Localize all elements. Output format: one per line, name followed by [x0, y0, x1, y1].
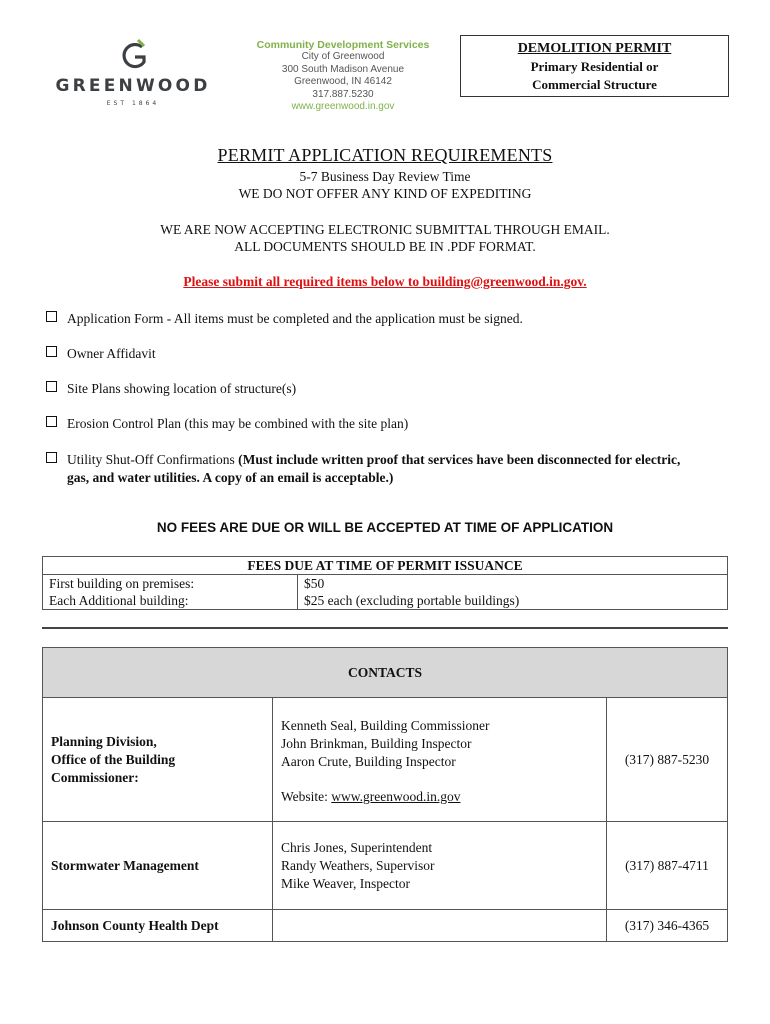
fees-table-header: FEES DUE AT TIME OF PERMIT ISSUANCE — [43, 557, 728, 575]
pdf-format-note: ALL DOCUMENTS SHOULD BE IN .PDF FORMAT. — [234, 239, 536, 254]
checkbox[interactable] — [46, 346, 57, 357]
checklist-item — [46, 451, 751, 487]
checklist-item-text: Application Form - All items must be completed and the application must be signed. — [67, 311, 523, 326]
section-divider — [42, 627, 728, 629]
checklist-item-text: Site Plans showing location of structure(s) — [67, 381, 297, 396]
table-row — [43, 910, 728, 942]
logo-established: EST 1864 — [106, 100, 160, 107]
table-row — [43, 822, 728, 910]
fee-value: $25 each (excluding portable buildings) — [298, 592, 728, 610]
contact-website — [281, 788, 598, 806]
fee-label: First building on premises: — [43, 575, 298, 593]
office-address — [248, 39, 438, 113]
office-website-link[interactable]: www.greenwood.in.gov — [291, 101, 395, 113]
fee-value: $50 — [298, 575, 728, 593]
contact-people — [273, 822, 607, 910]
fee-label: Each Additional building: — [43, 592, 298, 610]
permit-type-line: Commercial Structure — [532, 77, 657, 92]
table-row — [43, 575, 728, 593]
address-line: 300 South Madison Avenue — [281, 63, 405, 75]
contact-department-line: Planning Division, — [51, 733, 157, 749]
contact-phone: (317) 346-4365 — [607, 910, 728, 942]
table-row — [43, 592, 728, 610]
contact-phone: (317) 887-5230 — [607, 698, 728, 822]
checkbox[interactable] — [46, 381, 57, 392]
permit-type-box — [460, 35, 729, 97]
contact-person: Chris Jones, Superintendent — [281, 839, 433, 855]
contact-department: Johnson County Health Dept — [43, 910, 273, 942]
contact-person: John Brinkman, Building Inspector — [281, 736, 472, 751]
checklist-item-text: Erosion Control Plan (this may be combined with the site plan) — [67, 416, 409, 431]
checklist-item — [46, 380, 751, 398]
website-link[interactable]: www.greenwood.in.gov — [331, 789, 461, 804]
contact-person: Kenneth Seal, Building Commissioner — [281, 718, 490, 733]
checklist-item-requirement: gas, and water utilities. A copy of an email is acceptable.) — [67, 470, 394, 485]
contact-phone: (317) 887-4711 — [607, 822, 728, 910]
website-label: Website: — [281, 789, 328, 804]
contact-people — [273, 698, 607, 822]
fees-table — [42, 556, 728, 610]
no-fees-notice: NO FEES ARE DUE OR WILL BE ACCEPTED AT TIME OF APPLICATION — [156, 520, 614, 535]
table-row — [43, 698, 728, 822]
checkbox[interactable] — [46, 452, 57, 463]
logo-wordmark: GREENWOOD — [55, 76, 211, 96]
review-time: 5-7 Business Day Review Time — [299, 169, 471, 184]
contact-person: Aaron Crute, Building Inspector — [281, 754, 456, 769]
checklist-item-text: Owner Affidavit — [67, 346, 156, 361]
contacts-table-header: CONTACTS — [43, 648, 728, 698]
submit-email-note[interactable]: Please submit all required items below to building@greenwood.in.gov. — [183, 274, 587, 289]
electronic-submittal-note: WE ARE NOW ACCEPTING ELECTRONIC SUBMITTAL THROUGH EMAIL. — [160, 222, 610, 237]
address-line: Greenwood, IN 46142 — [294, 76, 392, 88]
checklist-item — [46, 415, 751, 433]
department-name: Community Development Services — [256, 39, 430, 51]
page-title: PERMIT APPLICATION REQUIREMENTS — [217, 145, 553, 165]
checkbox[interactable] — [46, 416, 57, 427]
checklist-item-requirement: (Must include written proof that services have been disconnected for electric, — [238, 452, 681, 467]
contact-department-line: Office of the Building — [51, 751, 176, 767]
checklist-item-text: Utility Shut-Off Confirmations — [67, 452, 239, 467]
contact-department — [43, 698, 273, 822]
permit-type-line: Primary Residential or — [530, 59, 659, 74]
no-expedite-note: WE DO NOT OFFER ANY KIND OF EXPEDITING — [238, 186, 532, 201]
contact-department-line: Commissioner: — [51, 769, 139, 785]
greenwood-logo — [48, 38, 218, 114]
g-mark-icon — [48, 38, 218, 76]
address-line: City of Greenwood — [301, 51, 385, 63]
permit-type-title: DEMOLITION PERMIT — [517, 41, 672, 56]
office-phone: 317.887.5230 — [312, 88, 374, 100]
contacts-table — [42, 647, 728, 942]
contact-people — [273, 910, 607, 942]
contact-person: Randy Weathers, Supervisor — [281, 857, 435, 873]
checkbox[interactable] — [46, 311, 57, 322]
checklist-item — [46, 345, 751, 363]
contact-person: Mike Weaver, Inspector — [281, 875, 410, 891]
contact-department: Stormwater Management — [43, 822, 273, 910]
checklist-item — [46, 310, 751, 328]
